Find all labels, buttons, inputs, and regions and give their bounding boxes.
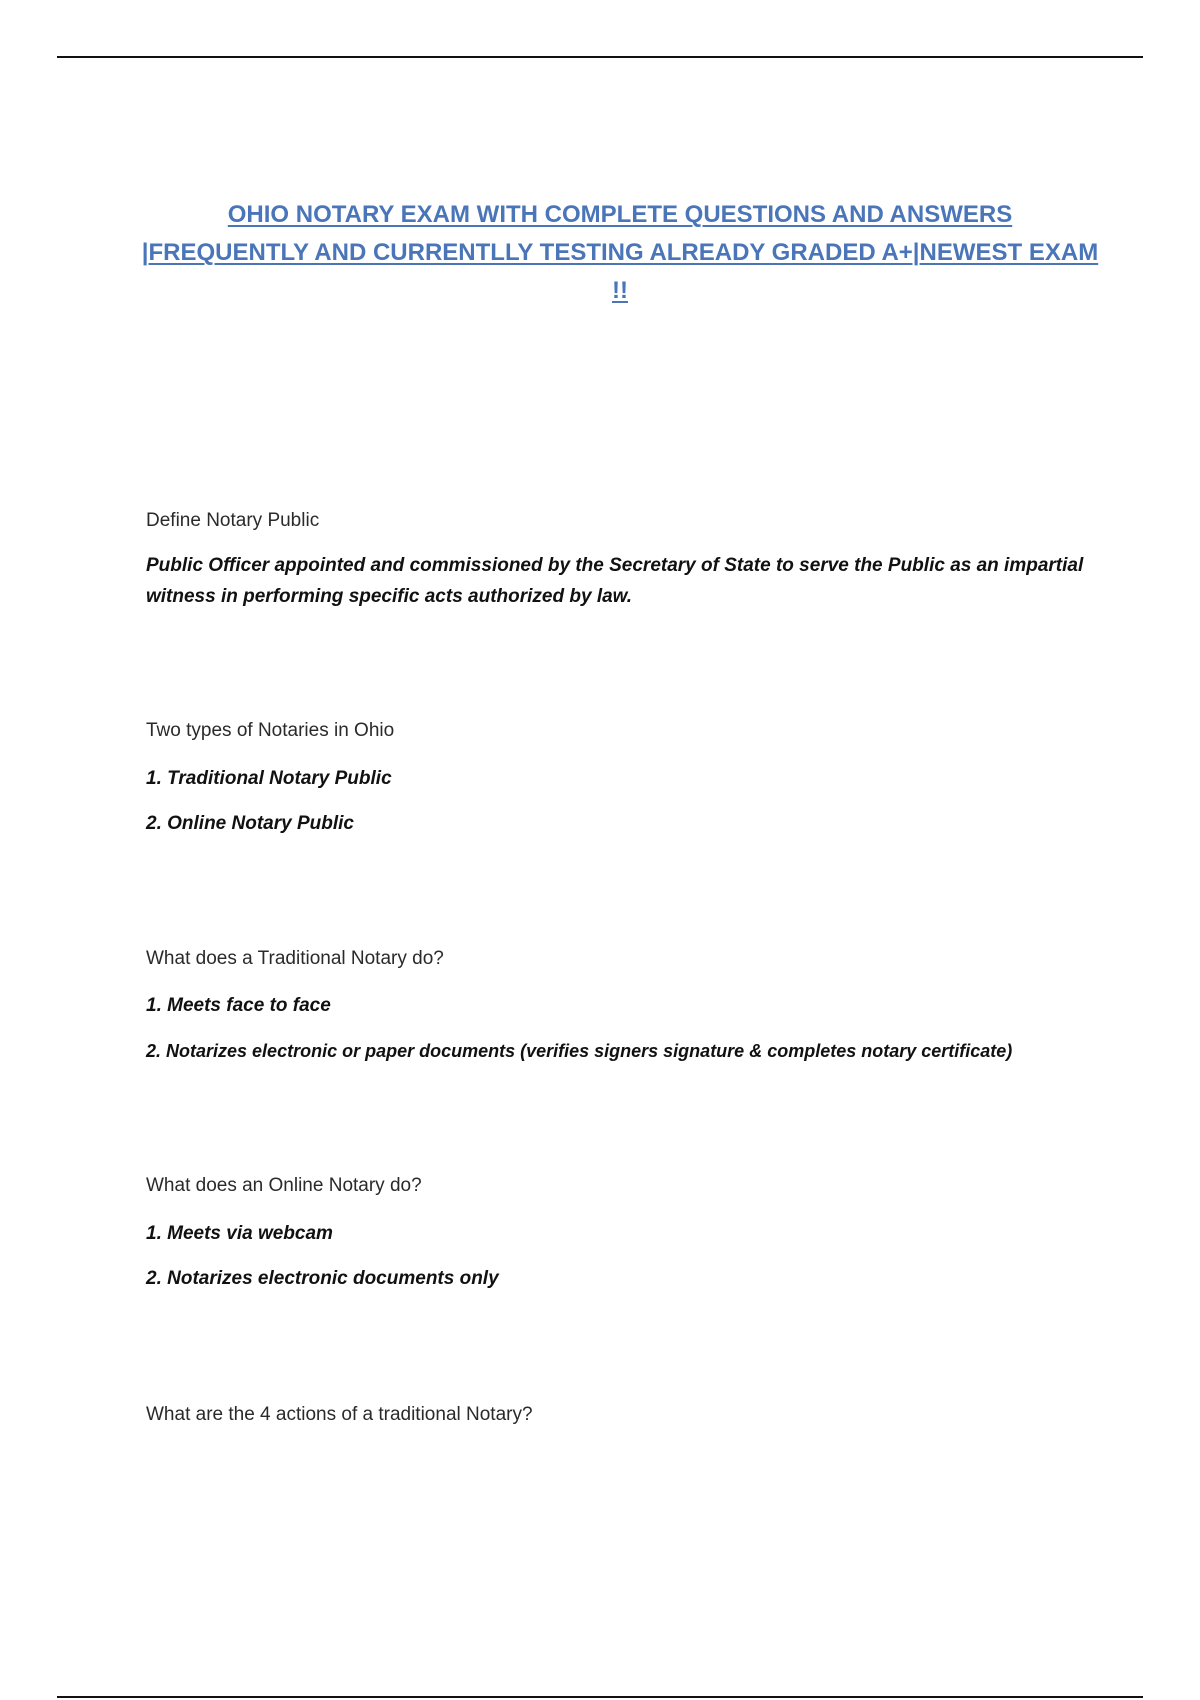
document-title bbox=[130, 196, 1110, 310]
question-online-notary: What does an Online Notary do? bbox=[146, 1175, 422, 1196]
answer-traditional-2: 2. Notarizes electronic or paper documents (verifies signers signature & completes notary certificate) bbox=[146, 1041, 1013, 1061]
answer-online-2: 2. Notarizes electronic documents only bbox=[146, 1268, 499, 1289]
answer-two-types-1: 1. Traditional Notary Public bbox=[146, 768, 392, 789]
footer-rule bbox=[57, 1696, 1143, 1698]
answer-define-notary: Public Officer appointed and commissioned by the Secretary of State to serve the Public as an impartial witness in performing specific acts authorized by law. bbox=[146, 555, 1084, 607]
answer-two-types-2: 2. Online Notary Public bbox=[146, 813, 354, 834]
title-line: OHIO NOTARY EXAM WITH COMPLETE QUESTIONS AND ANSWERS bbox=[227, 201, 1013, 228]
question-four-actions: What are the 4 actions of a traditional Notary? bbox=[146, 1404, 533, 1425]
question-define-notary: Define Notary Public bbox=[146, 510, 320, 531]
title-line: |FREQUENTLY AND CURRENTLLY TESTING ALREADY GRADED A+|NEWEST EXAM bbox=[141, 239, 1099, 266]
question-two-types: Two types of Notaries in Ohio bbox=[146, 720, 395, 741]
answer-traditional-1: 1. Meets face to face bbox=[146, 995, 331, 1016]
header-rule bbox=[57, 56, 1143, 58]
question-traditional-notary: What does a Traditional Notary do? bbox=[146, 948, 444, 969]
title-line: !! bbox=[612, 277, 628, 304]
answer-online-1: 1. Meets via webcam bbox=[146, 1223, 333, 1244]
